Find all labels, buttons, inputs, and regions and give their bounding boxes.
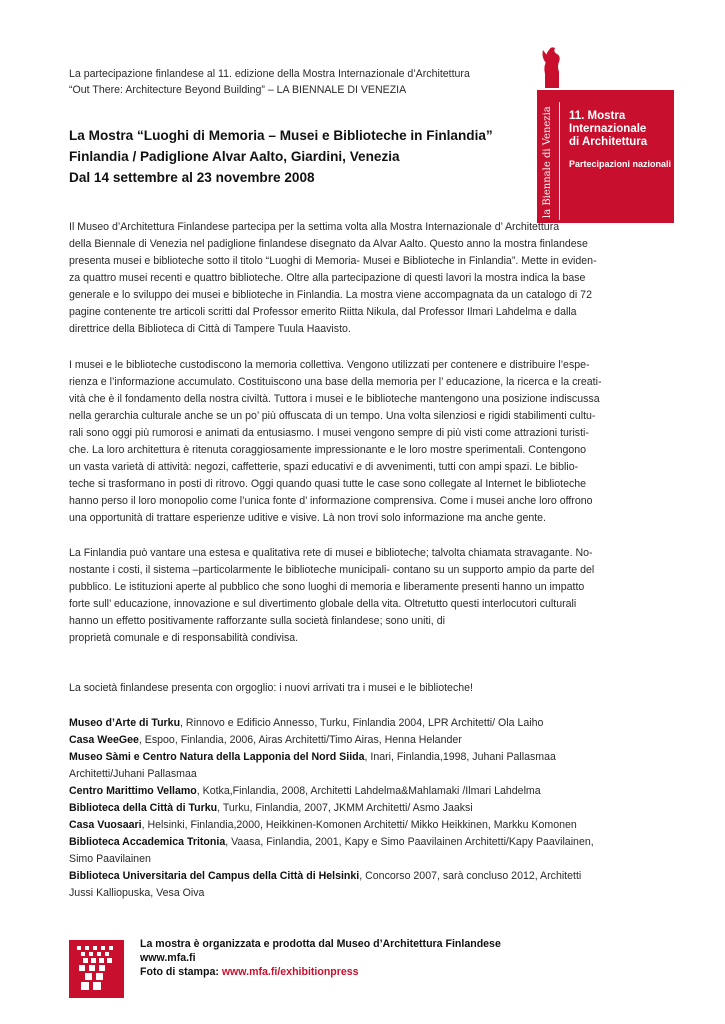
footer-website: www.mfa.fi: [140, 952, 196, 964]
project-details: , Inari, Finlandia,1998, Juhani Pallasmaa: [364, 751, 556, 763]
project-name: Centro Marittimo Vellamo: [69, 785, 197, 797]
project-name: Biblioteca della Città di Turku: [69, 802, 218, 814]
mfa-logo-icon: [69, 940, 124, 998]
project-item: [69, 868, 669, 885]
project-details: Simo Paavilainen: [69, 853, 151, 865]
headline-title: La Mostra “Luoghi di Memoria – Musei e Biblioteche in Finlandia”: [69, 128, 493, 143]
logo-vertical-text: la Biennale di Venezia: [542, 106, 553, 218]
project-details: , Vaasa, Finlandia, 2001, Kapy e Simo Paavilainen Architetti/Kapy Paavilainen,: [225, 836, 594, 848]
logo-divider: [559, 102, 560, 220]
intro-line: La partecipazione finlandese al 11. edizione della Mostra Internazionale d’Architettura: [69, 68, 470, 80]
paragraph-line: teche si trasformano in posti di ritrovo. Oggi quando quasi tutte le case sono collegate al Internet le biblioteche: [69, 478, 587, 490]
project-item: [69, 732, 669, 749]
paragraph-line: presenta musei e biblioteche sotto il titolo “Luoghi di Memoria- Musei e Biblioteche in Finlandia”. Mette in eviden-: [69, 255, 597, 267]
logo-title-line: 11. Mostra: [569, 110, 626, 122]
intro-text: [69, 66, 519, 98]
project-name: Casa WeeGee: [69, 734, 139, 746]
paragraph-line: nostante i costi, il sistema –particolarmente le biblioteche municipali- contano su un supporto ampio da parte del: [69, 564, 595, 576]
paragraph-line: direttrice della Biblioteca di Città di Tampere Tuula Haavisto.: [69, 323, 351, 335]
paragraph-line: proprietà comunale e di responsabilità condivisa.: [69, 632, 299, 644]
project-item: [69, 783, 669, 800]
paragraph-newcomers: [69, 680, 659, 697]
logo-title: [569, 110, 647, 149]
biennale-logo: [537, 44, 674, 218]
project-item: [69, 817, 669, 834]
paragraph-line: una opportunità di trattare esperienze uditive e visive. Là non trovi solo informazione ma anche gente.: [69, 512, 547, 524]
paragraph-line: nella gerarchia culturale anche se un po’ più offuscata di un tempo. Una volta silenziosi e rigidi stabilimenti cultu-: [69, 410, 596, 422]
paragraph-line: un vasta varietà di attività: negozi, caffetterie, spazi educativi e di avvenimenti, tutti con ampi spazi. Le biblio-: [69, 461, 579, 473]
winged-lion-icon: [541, 44, 563, 90]
project-item: [69, 885, 669, 902]
paragraph-line: che. La loro architettura è ritenuta coraggiosamente impressionante e le loro mostre sperimentali. Contengono: [69, 444, 587, 456]
project-details: , Kotka,Finlandia, 2008, Architetti Lahdelma&Mahlamaki /Ilmari Lahdelma: [196, 785, 541, 797]
logo-subtitle: Partecipazioni nazionali: [569, 159, 672, 169]
project-details: , Helsinki, Finlandia,2000, Heikkinen-Komonen Architetti/ Mikko Heikkinen, Markku Komonen: [141, 819, 577, 831]
exhibition-headline: [69, 125, 529, 188]
project-item: [69, 715, 669, 732]
project-details: , Rinnovo e Edificio Annesso, Turku, Finlandia 2004, LPR Architetti/ Ola Laiho: [180, 717, 544, 729]
project-name: Museo d’Arte di Turku: [69, 717, 181, 729]
press-link[interactable]: www.mfa.fi/exhibitionpress: [221, 966, 359, 978]
project-item: [69, 834, 669, 851]
project-details: Architetti/Juhani Pallasmaa: [69, 768, 197, 780]
project-item: [69, 766, 669, 783]
paragraph-line: pagine contenente tre articoli scritti dal Professor emerito Riitta Nikula, dal Professor Ilmari Lahdelma e dalla: [69, 306, 577, 318]
headline-dates: Dal 14 settembre al 23 novembre 2008: [69, 170, 315, 185]
paragraph-line: generale e lo sviluppo dei musei e biblioteche in Finlandia. La mostra viene accompagnata da un catalogo di 72: [69, 289, 592, 301]
paragraph-line: pubblico. Le istituzioni aperte al pubblico che sono luoghi di memoria e liberamente presenti hanno un impatto: [69, 581, 585, 593]
footer-press-line: [140, 965, 501, 979]
paragraph-line: hanno perso il loro monopolio come l’unica fonte d’ informazione comprensiva. Come i musei anche loro offrono: [69, 495, 593, 507]
paragraph-line: forte sull’ educazione, innovazione e sul divertimento globale della vita. Oltretutto questi interlocutori culturali: [69, 598, 577, 610]
paragraph-line: Il Museo d’Architettura Finlandese partecipa per la settima volta alla Mostra Internazionale d’ Architettura: [69, 221, 560, 233]
paragraph-finland: [69, 545, 659, 647]
project-name: Casa Vuosaari: [69, 819, 142, 831]
project-name: Biblioteca Accademica Tritonia: [69, 836, 226, 848]
paragraph-museums: [69, 357, 659, 527]
project-name: Museo Sàmi e Centro Natura della Lapponia del Nord Siida: [69, 751, 365, 763]
paragraph-line: rali sono oggi più rumorosi e animati da entusiasmo. I musei vengono sempre di più visti come attrazioni turisti-: [69, 427, 589, 439]
paragraph-line: La società finlandese presenta con orgoglio: i nuovi arrivati tra i musei e le biblioteche!: [69, 682, 473, 694]
project-details: Jussi Kalliopuska, Vesa Oiva: [69, 887, 205, 899]
paragraph-line: La Finlandia può vantare una estesa e qualitativa rete di musei e biblioteche; talvolta chiamata stravagante. No-: [69, 547, 593, 559]
project-item: [69, 851, 669, 868]
paragraph-line: za quattro musei recenti e quattro biblioteche. Oltre alla partecipazione di questi lavori la mostra indica la base: [69, 272, 586, 284]
project-details: , Espoo, Finlandia, 2006, Airas Architetti/Timo Airas, Henna Helander: [138, 734, 462, 746]
footer-credits: [140, 937, 501, 979]
project-details: , Concorso 2007, sarà concluso 2012, Architetti: [359, 870, 582, 882]
logo-title-line: Internazionale: [569, 123, 647, 135]
project-details: , Turku, Finlandia, 2007, JKMM Architetti/ Asmo Jaaksi: [217, 802, 473, 814]
paragraph-line: vità che è il fondamento della nostra civiltà. Tuttora i musei e le biblioteche mantengono una posizione indiscussa: [69, 393, 600, 405]
project-item: [69, 800, 669, 817]
paragraph-line: rienza e l’informazione accumulato. Costituiscono una base della memoria per l’ educazione, la ricerca e la creati-: [69, 376, 602, 388]
paragraph-line: hanno un effetto positivamente rafforzante sulla società finlandese; sono uniti, di: [69, 615, 445, 627]
press-label: Foto di stampa:: [140, 966, 222, 978]
intro-line: “Out There: Architecture Beyond Building” – LA BIENNALE DI VENEZIA: [69, 84, 407, 96]
paragraph-line: della Biennale di Venezia nel padiglione finlandese disegnato da Alvar Aalto. Questo anno la mostra finlandese: [69, 238, 588, 250]
paragraph-line: I musei e le biblioteche custodiscono la memoria collettiva. Vengono utilizzati per contenere e distribuire l’espe-: [69, 359, 590, 371]
paragraph-intro: [69, 219, 659, 338]
project-list: [69, 715, 669, 902]
project-item: [69, 749, 669, 766]
footer-organizer: La mostra è organizzata e prodotta dal Museo d’Architettura Finlandese: [140, 938, 501, 950]
project-name: Biblioteca Universitaria del Campus della Città di Helsinki: [69, 870, 360, 882]
headline-location: Finlandia / Padiglione Alvar Aalto, Giardini, Venezia: [69, 149, 400, 164]
logo-title-line: di Architettura: [569, 136, 648, 148]
mfa-logo: [69, 940, 124, 998]
